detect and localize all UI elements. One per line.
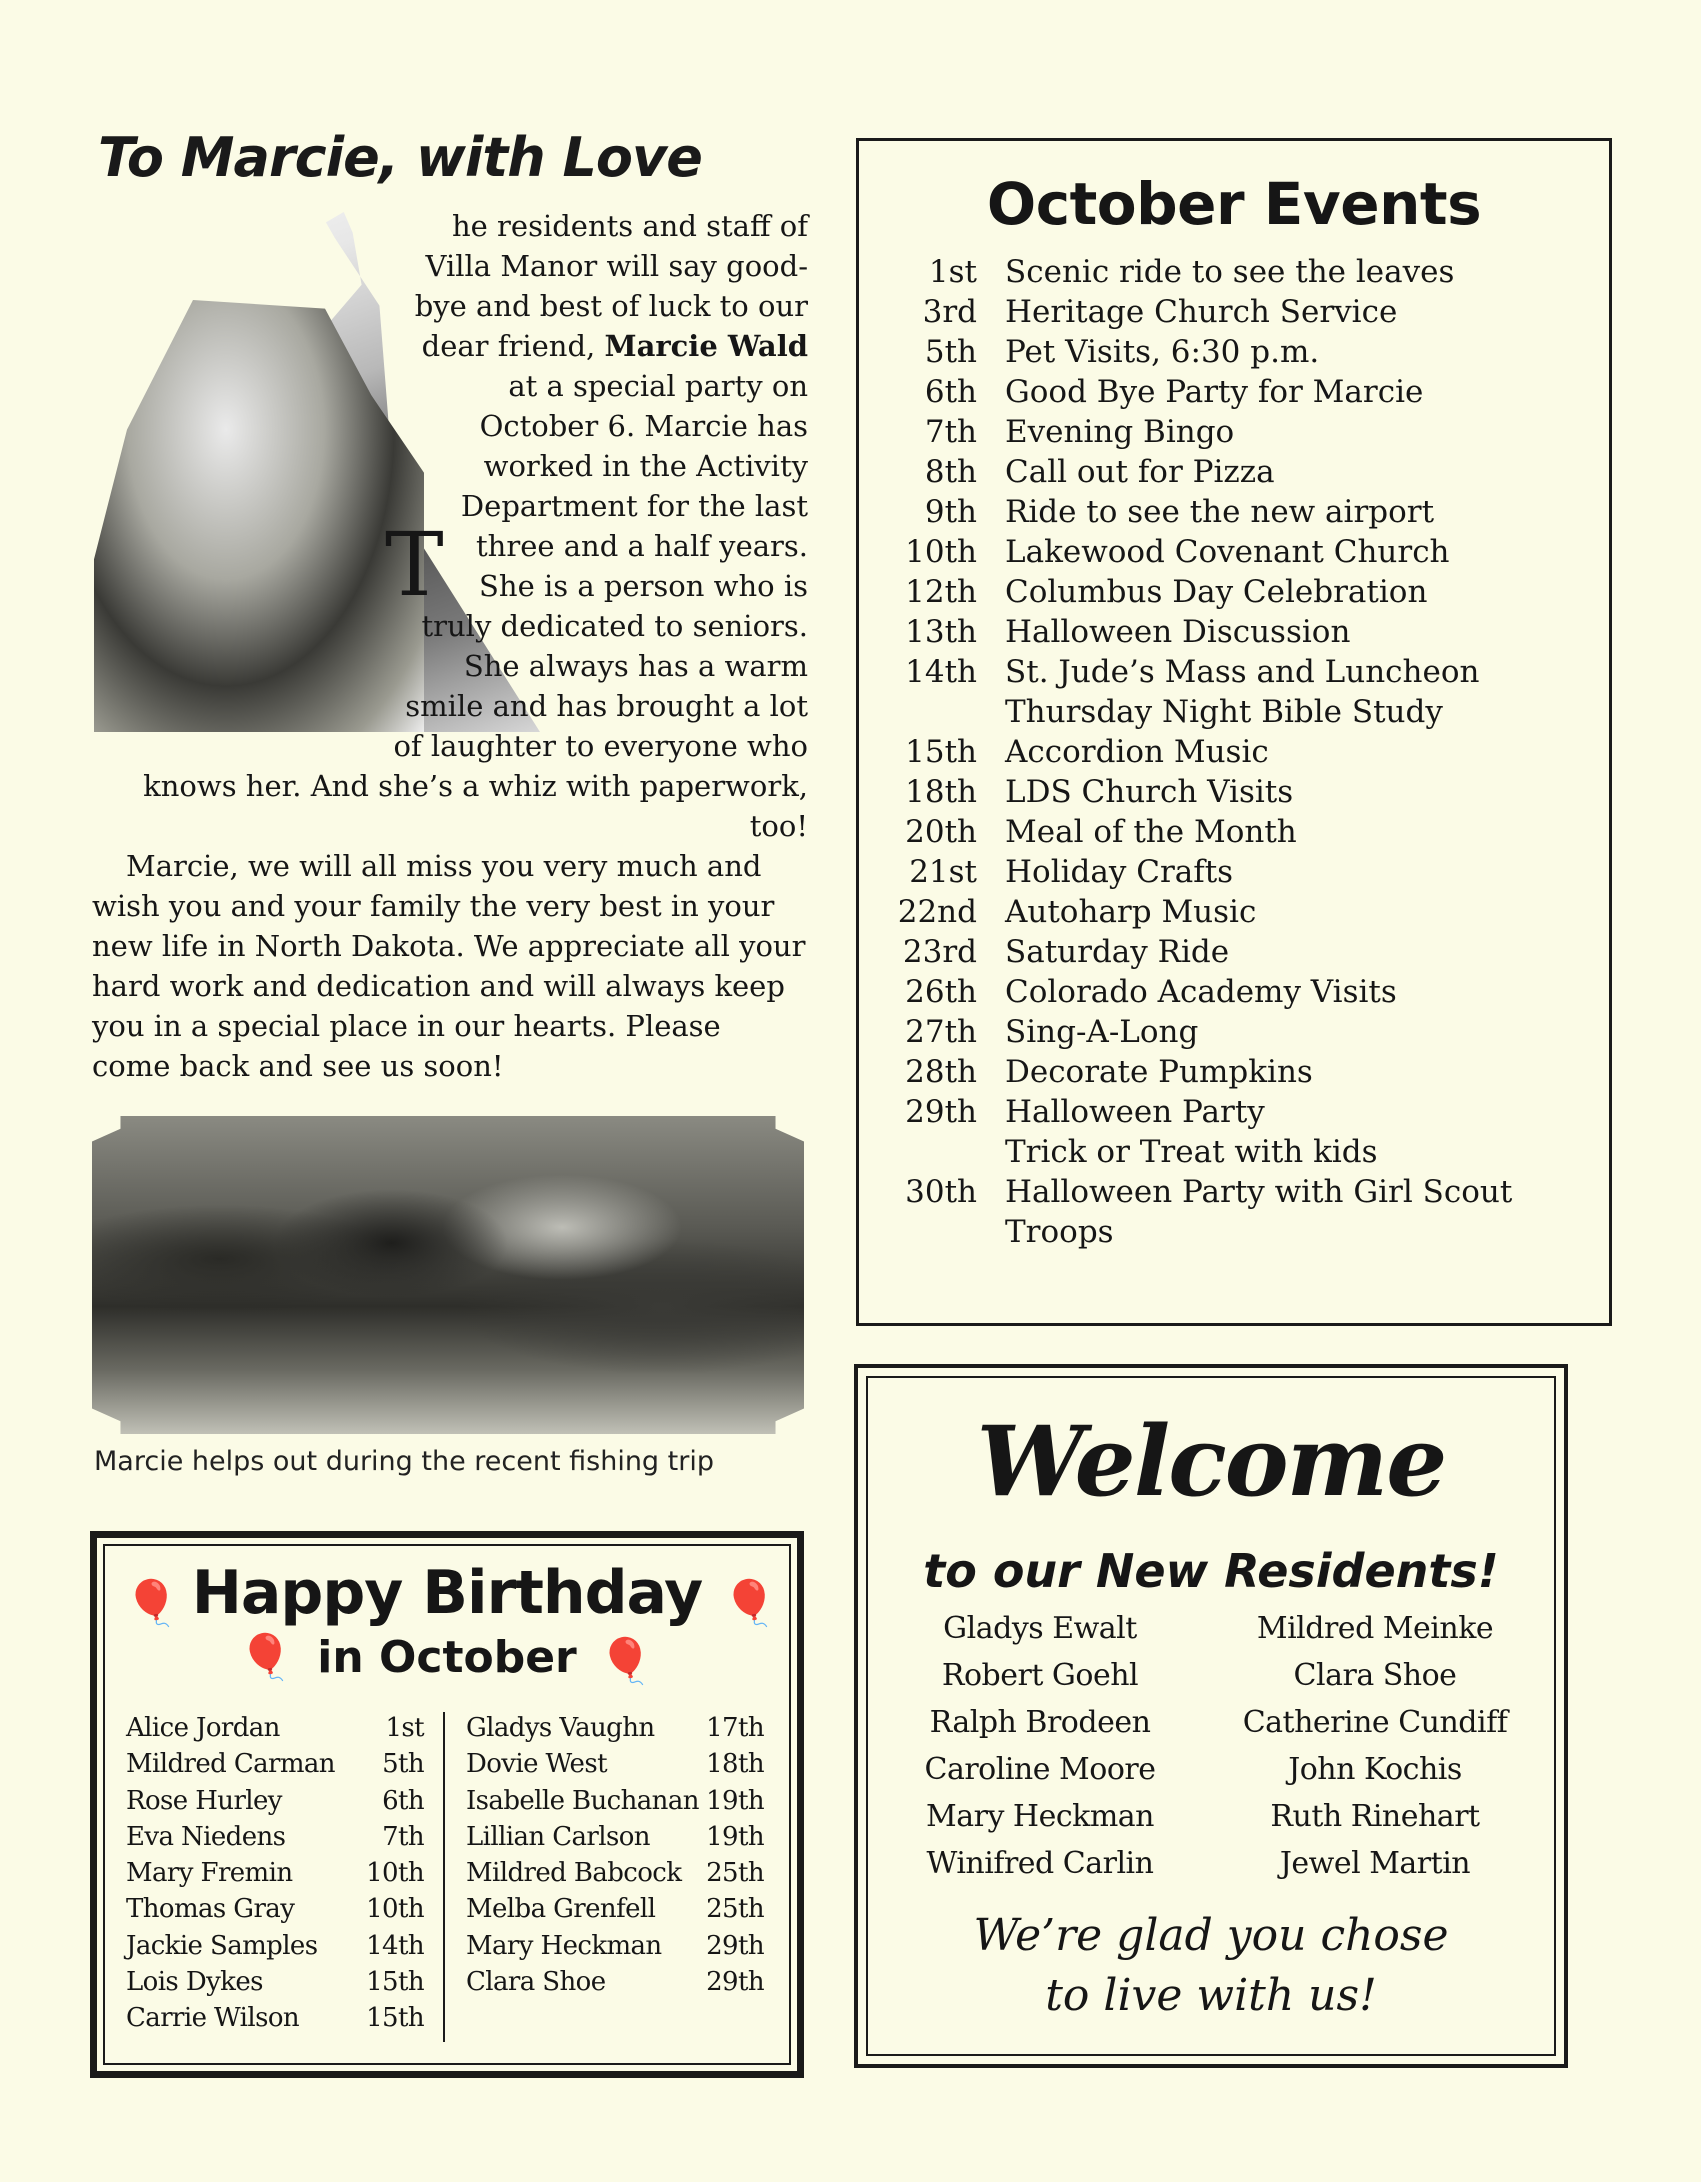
event-name: Scenic ride to see the leaves bbox=[1005, 254, 1455, 290]
event-date: 13th bbox=[905, 614, 977, 650]
event-row bbox=[886, 252, 1596, 292]
welcome-closing-line-1: We’re glad you chose bbox=[973, 1910, 1449, 1961]
balloon-icon: 🎈 bbox=[238, 1632, 293, 1683]
new-resident-name: Mildred Meinke bbox=[1256, 1611, 1494, 1646]
marcie-paragraph-1-rest: at a special party on October 6. Marcie has worked in the Activity Department for the last three and a half years. She is a person who is truly dedicated to seniors. She always has a warm smile and has brought a lot of laughter to everyone who knows her. And she’s a whiz with paperwork, too! bbox=[143, 369, 808, 843]
welcome-title: Welcome bbox=[976, 1405, 1446, 1518]
birthday-date: 19th bbox=[706, 1785, 764, 1816]
birthday-row bbox=[126, 1783, 424, 1819]
birthday-name: Clara Shoe bbox=[466, 1967, 606, 1998]
new-resident-name: Mary Heckman bbox=[926, 1799, 1154, 1834]
event-name: Autoharp Music bbox=[1005, 894, 1257, 930]
birthday-name: Alice Jordan bbox=[126, 1713, 280, 1743]
event-row bbox=[886, 1172, 1596, 1212]
event-name: Halloween Party bbox=[1005, 1094, 1265, 1130]
birthday-name: Carrie Wilson bbox=[126, 2003, 300, 2034]
event-row bbox=[886, 772, 1596, 812]
event-name-continued: Troops bbox=[1005, 1214, 1114, 1250]
birthday-name: Lillian Carlson bbox=[466, 1821, 650, 1852]
event-row bbox=[886, 372, 1596, 412]
birthday-name: Dovie West bbox=[466, 1749, 607, 1780]
fishing-photo-caption: Marcie helps out during the recent fishing trip bbox=[94, 1446, 714, 1477]
marcie-article-body bbox=[92, 206, 808, 1086]
birthday-column-divider bbox=[443, 1712, 445, 2042]
event-date: 20th bbox=[905, 814, 977, 850]
event-date: 5th bbox=[924, 334, 977, 370]
birthday-row bbox=[126, 1928, 424, 1964]
event-row bbox=[886, 292, 1596, 332]
birthday-row bbox=[466, 1964, 764, 2000]
event-date: 1st bbox=[928, 254, 977, 290]
event-name: Pet Visits, 6:30 p.m. bbox=[1005, 334, 1320, 370]
welcome-closing-line-2: to live with us! bbox=[1045, 1970, 1377, 2021]
new-resident-name: Ralph Brodeen bbox=[929, 1705, 1151, 1740]
event-name: Halloween Discussion bbox=[1005, 614, 1351, 650]
event-row bbox=[886, 652, 1596, 692]
events-list bbox=[886, 252, 1596, 1252]
event-row bbox=[886, 812, 1596, 852]
birthday-date: 25th bbox=[706, 1858, 764, 1889]
event-name: Colorado Academy Visits bbox=[1005, 974, 1397, 1010]
event-name: Accordion Music bbox=[1005, 734, 1269, 770]
birthday-date: 14th bbox=[366, 1930, 424, 1961]
event-date: 26th bbox=[905, 974, 977, 1010]
event-name: Halloween Party with Girl Scout bbox=[1005, 1174, 1513, 1210]
event-row bbox=[886, 452, 1596, 492]
event-row bbox=[886, 332, 1596, 372]
fishing-trip-photo bbox=[92, 1116, 804, 1434]
birthday-date: 10th bbox=[366, 1858, 424, 1889]
birthday-name: Rose Hurley bbox=[126, 1785, 282, 1816]
event-date: 27th bbox=[905, 1014, 977, 1050]
birthday-name: Thomas Gray bbox=[126, 1894, 295, 1925]
birthday-name: Jackie Samples bbox=[126, 1930, 318, 1961]
event-row bbox=[886, 612, 1596, 652]
birthday-row bbox=[126, 2000, 424, 2036]
birthday-date: 6th bbox=[382, 1785, 424, 1816]
new-residents-right bbox=[1220, 1605, 1530, 1887]
marcie-paragraph-1-intro: he residents and staff of Villa Manor will say good-bye and best of luck to our dear friend, bbox=[414, 209, 808, 363]
birthday-date: 29th bbox=[706, 1930, 764, 1961]
balloon-icon: 🎈 bbox=[124, 1578, 179, 1629]
new-resident-name: Caroline Moore bbox=[924, 1752, 1156, 1787]
birthday-date: 25th bbox=[706, 1894, 764, 1925]
birthday-name: Melba Grenfell bbox=[466, 1894, 656, 1925]
birthday-name: Mildred Carman bbox=[126, 1749, 335, 1780]
birthday-date: 19th bbox=[706, 1821, 764, 1852]
birthday-row bbox=[466, 1928, 764, 1964]
marcie-paragraph-2: Marcie, we will all miss you very much and wish you and your family the very best in your new life in North Dakota. We appreciate all your hard work and dedication and will always keep you in a special place in our hearts. Please come back and see us soon! bbox=[92, 849, 806, 1083]
birthday-row bbox=[466, 1710, 764, 1746]
event-name: LDS Church Visits bbox=[1005, 774, 1294, 810]
marcie-article-title: To Marcie, with Love bbox=[98, 126, 702, 189]
event-name: Meal of the Month bbox=[1005, 814, 1297, 850]
balloon-icon: 🎈 bbox=[598, 1636, 653, 1687]
new-resident-name: Winifred Carlin bbox=[926, 1846, 1154, 1881]
event-date: 3rd bbox=[922, 294, 977, 330]
event-name: Evening Bingo bbox=[1005, 414, 1235, 450]
birthday-row bbox=[466, 1891, 764, 1927]
event-row bbox=[886, 972, 1596, 1012]
event-name: Ride to see the new airport bbox=[1005, 494, 1435, 530]
event-row bbox=[886, 532, 1596, 572]
birthday-date: 5th bbox=[382, 1749, 424, 1780]
event-row bbox=[886, 932, 1596, 972]
birthday-date: 1st bbox=[385, 1713, 424, 1743]
new-resident-name: Ruth Rinehart bbox=[1270, 1799, 1480, 1834]
event-date: 7th bbox=[924, 414, 977, 450]
birthday-date: 7th bbox=[382, 1821, 424, 1852]
birthday-name: Eva Niedens bbox=[126, 1821, 286, 1852]
birthday-name: Mary Fremin bbox=[126, 1858, 293, 1889]
birthday-row bbox=[126, 1855, 424, 1891]
new-resident-name: John Kochis bbox=[1288, 1752, 1462, 1787]
welcome-subtitle: to our New Residents! bbox=[923, 1544, 1499, 1598]
event-name: St. Jude’s Mass and Luncheon bbox=[1005, 654, 1480, 690]
new-resident-name: Clara Shoe bbox=[1293, 1658, 1457, 1693]
event-name: Saturday Ride bbox=[1005, 934, 1230, 970]
drop-cap: T bbox=[385, 513, 444, 616]
birthday-row bbox=[126, 1746, 424, 1782]
event-name: Sing-A-Long bbox=[1005, 1014, 1199, 1050]
birthday-name: Gladys Vaughn bbox=[466, 1713, 655, 1743]
event-date: 23rd bbox=[902, 934, 977, 970]
birthday-row bbox=[126, 1710, 424, 1746]
birthday-row bbox=[126, 1891, 424, 1927]
photo-wrap-space bbox=[92, 206, 392, 526]
new-residents-left bbox=[900, 1605, 1180, 1887]
event-row bbox=[886, 732, 1596, 772]
event-date: 15th bbox=[905, 734, 977, 770]
event-date: 18th bbox=[905, 774, 977, 810]
birthday-date: 29th bbox=[706, 1967, 764, 1998]
birthday-list-right bbox=[466, 1710, 764, 2000]
birthday-row bbox=[126, 1964, 424, 2000]
new-resident-name: Gladys Ewalt bbox=[943, 1611, 1137, 1646]
birthday-row bbox=[466, 1819, 764, 1855]
event-date: 8th bbox=[924, 454, 977, 490]
new-resident-name: Jewel Martin bbox=[1279, 1846, 1471, 1881]
welcome-closing bbox=[854, 1906, 1568, 2026]
new-resident-name: Robert Goehl bbox=[941, 1658, 1139, 1693]
birthday-date: 18th bbox=[706, 1749, 764, 1780]
event-name: Lakewood Covenant Church bbox=[1005, 534, 1450, 570]
birthday-row bbox=[126, 1819, 424, 1855]
event-row bbox=[886, 1092, 1596, 1132]
balloon-icon: 🎈 bbox=[722, 1578, 777, 1629]
event-date: 29th bbox=[905, 1094, 977, 1130]
event-name: Columbus Day Celebration bbox=[1005, 574, 1428, 610]
event-name-continued: Trick or Treat with kids bbox=[1005, 1134, 1378, 1170]
birthday-name: Mildred Babcock bbox=[466, 1858, 682, 1889]
event-date: 22nd bbox=[897, 894, 977, 930]
birthday-date: 10th bbox=[366, 1894, 424, 1925]
birthday-row bbox=[466, 1746, 764, 1782]
birthday-name: Lois Dykes bbox=[126, 1967, 263, 1998]
event-date: 10th bbox=[905, 534, 977, 570]
event-row bbox=[886, 1012, 1596, 1052]
marcie-name: Marcie Wald bbox=[604, 329, 808, 363]
birthday-date: 15th bbox=[366, 2003, 424, 2034]
event-name: Holiday Crafts bbox=[1005, 854, 1234, 890]
photo-wrap-space-lower bbox=[92, 526, 385, 736]
event-row bbox=[886, 412, 1596, 452]
event-date: 30th bbox=[905, 1174, 977, 1210]
birthday-name: Isabelle Buchanan bbox=[466, 1785, 699, 1816]
event-name: Call out for Pizza bbox=[1005, 454, 1275, 490]
event-row bbox=[886, 892, 1596, 932]
event-date: 12th bbox=[905, 574, 977, 610]
birthday-date: 15th bbox=[366, 1967, 424, 1998]
birthday-date: 17th bbox=[706, 1713, 764, 1743]
birthday-row bbox=[466, 1855, 764, 1891]
birthday-list-left bbox=[126, 1710, 424, 2037]
event-row bbox=[886, 572, 1596, 612]
birthday-name: Mary Heckman bbox=[466, 1930, 662, 1961]
event-row bbox=[886, 492, 1596, 532]
event-name: Decorate Pumpkins bbox=[1005, 1054, 1313, 1090]
event-date: 28th bbox=[905, 1054, 977, 1090]
event-date: 9th bbox=[924, 494, 977, 530]
events-title: October Events bbox=[986, 170, 1482, 238]
birthday-row bbox=[466, 1783, 764, 1819]
event-date: 14th bbox=[905, 654, 977, 690]
event-row bbox=[886, 852, 1596, 892]
event-row bbox=[886, 1052, 1596, 1092]
event-name-continued: Thursday Night Bible Study bbox=[1005, 694, 1443, 730]
event-date: 21st bbox=[909, 854, 977, 890]
event-name: Heritage Church Service bbox=[1005, 294, 1398, 330]
event-name: Good Bye Party for Marcie bbox=[1005, 374, 1424, 410]
birthday-subtitle: in October bbox=[317, 1632, 577, 1683]
birthday-title: Happy Birthday bbox=[191, 1558, 703, 1628]
new-resident-name: Catherine Cundiff bbox=[1242, 1705, 1508, 1740]
event-date: 6th bbox=[924, 374, 977, 410]
